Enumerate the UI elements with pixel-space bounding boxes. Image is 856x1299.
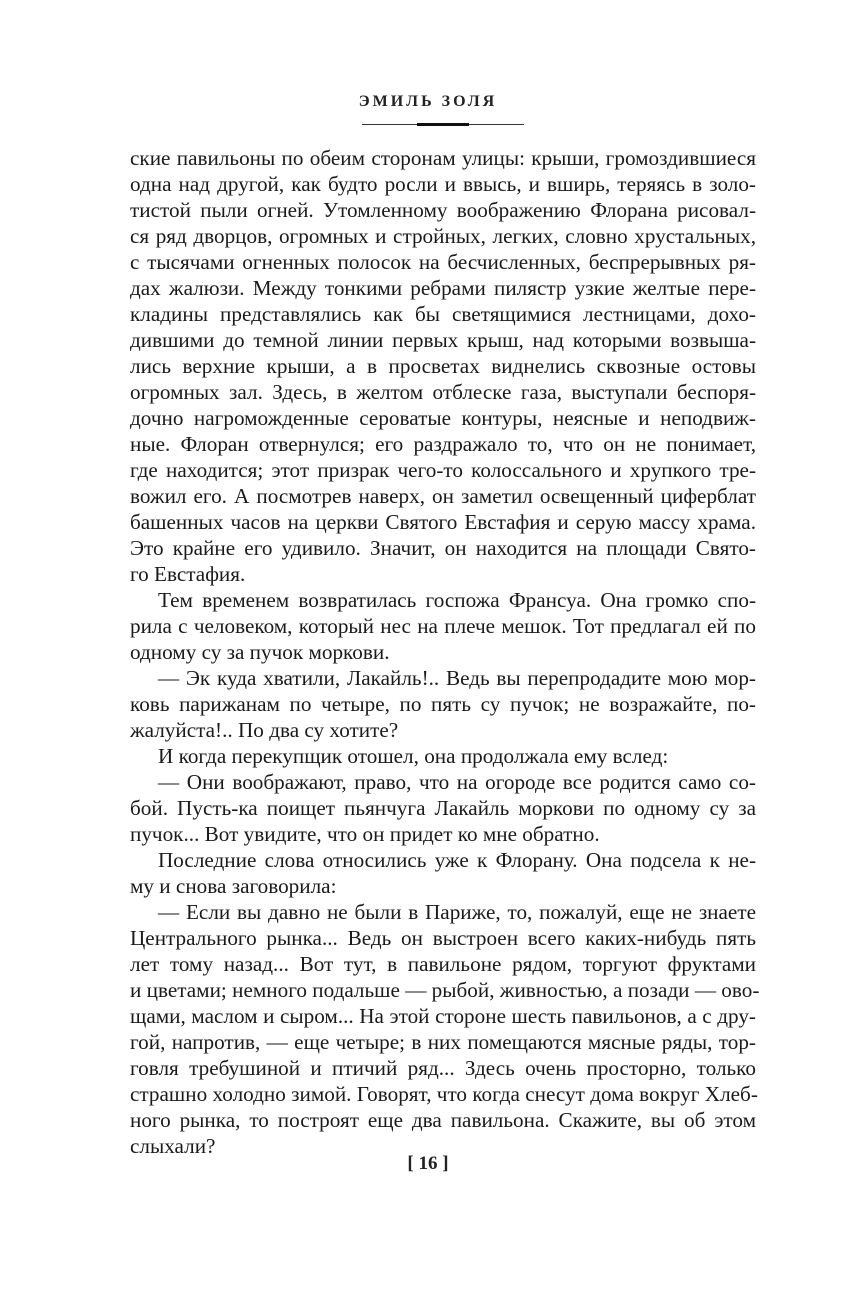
text-line: дившими до темной линии первых крыш, над которыми возвыша- (130, 328, 756, 352)
header-rule (362, 124, 524, 125)
text-line: говля требушиной и птичий ряд... Здесь очень просторно, только (130, 1056, 756, 1080)
text-line: башенных часов на церкви Святого Евстафия и серую массу храма. (130, 510, 756, 534)
text-line: — Они воображают, право, что на огороде все родится само со- (158, 770, 756, 794)
text-line: рила с человеком, который нес на плече мешок. Тот предлагал ей по (130, 614, 756, 638)
text-line: Это крайне его удивило. Значит, он находится на площади Свято- (130, 536, 756, 560)
text-line: одна над другой, как будто росли и ввысь, и вширь, теряясь в золо- (130, 172, 756, 196)
text-line: ковь парижанам по четыре, по пять су пучок; не возражайте, по- (130, 692, 756, 716)
text-line: кладины представлялись как бы светящимися лестницами, дохо- (130, 302, 756, 326)
text-line: дочно нагроможденные сероватые контуры, неясные и неподвиж- (130, 406, 756, 430)
text-line: бой. Пусть-ка поищет пьянчуга Лакайль моркови по одному су за (130, 796, 756, 820)
text-line: ся ряд дворцов, огромных и стройных, легких, словно хрустальных, (130, 224, 756, 248)
text-line: — Если вы давно не были в Париже, то, пожалуй, еще не знаете (158, 900, 756, 924)
text-line: с тысячами огненных полосок на бесчисленных, беспрерывных ря- (130, 250, 756, 274)
text-line: ные. Флоран отвернулся; его раздражало то, что он не понимает, (130, 432, 756, 456)
text-line: слыхали? (130, 1134, 216, 1158)
text-line: жалуйста!.. По два су хотите? (130, 718, 399, 742)
text-line: И когда перекупщик отошел, она продолжала ему вслед: (158, 744, 669, 768)
text-line: тистой пыли огней. Утомленному воображению Флорана рисовал- (130, 198, 756, 222)
text-line: Тем временем возвратилась госпожа Франсуа. Она громко спо- (158, 588, 756, 612)
text-line: одному су за пучок моркови. (130, 640, 390, 664)
text-line: — Эк куда хватили, Лакайль!.. Ведь вы перепродадите мою мор- (158, 666, 756, 690)
text-line: дах жалюзи. Между тонкими ребрами пилястр узкие желтые пере- (130, 276, 756, 300)
text-line: страшно холодно зимой. Говорят, что когда снесут дома вокруг Хлеб- (130, 1082, 758, 1106)
text-line: пучок... Вот увидите, что он придет ко мне обратно. (130, 822, 600, 846)
text-line: лет тому назад... Вот тут, в павильоне рядом, торгуют фруктами (130, 952, 756, 976)
text-line: го Евстафия. (130, 562, 246, 586)
text-line: вожил его. А посмотрев наверх, он заметил освещенный циферблат (130, 484, 756, 508)
text-line: Центрального рынка... Ведь он выстроен всего каких-нибудь пять (130, 926, 756, 950)
text-line: щами, маслом и сыром... На этой стороне шесть павильонов, а с дру- (130, 1004, 756, 1028)
running-head-author: ЭМИЛЬ ЗОЛЯ (358, 93, 498, 110)
text-line: Последние слова относились уже к Флорану. Она подсела к не- (158, 848, 756, 872)
text-line: лись верхние крыши, а в просветах виднелись сквозные остовы (130, 354, 756, 378)
text-line: му и снова заговорила: (130, 874, 337, 898)
text-line: ские павильоны по обеим сторонам улицы: крыши, громоздившиеся (130, 146, 756, 170)
body-text (130, 145, 760, 1159)
text-line: гой, напротив, — еще четыре; в них помещаются мясные ряды, тор- (130, 1030, 756, 1054)
text-line: огромных зал. Здесь, в желтом отблеске газа, выступали беспоря- (130, 380, 756, 404)
text-line: ного рынка, то построят еще два павильона. Скажите, вы об этом (130, 1108, 756, 1132)
page-number: [ 16 ] (407, 1153, 449, 1174)
text-line: где находится; этот призрак чего-то колоссального и хрупкого тре- (130, 458, 756, 482)
text-line: и цветами; немного подальше — рыбой, живностью, а позади — ово- (130, 978, 760, 1002)
